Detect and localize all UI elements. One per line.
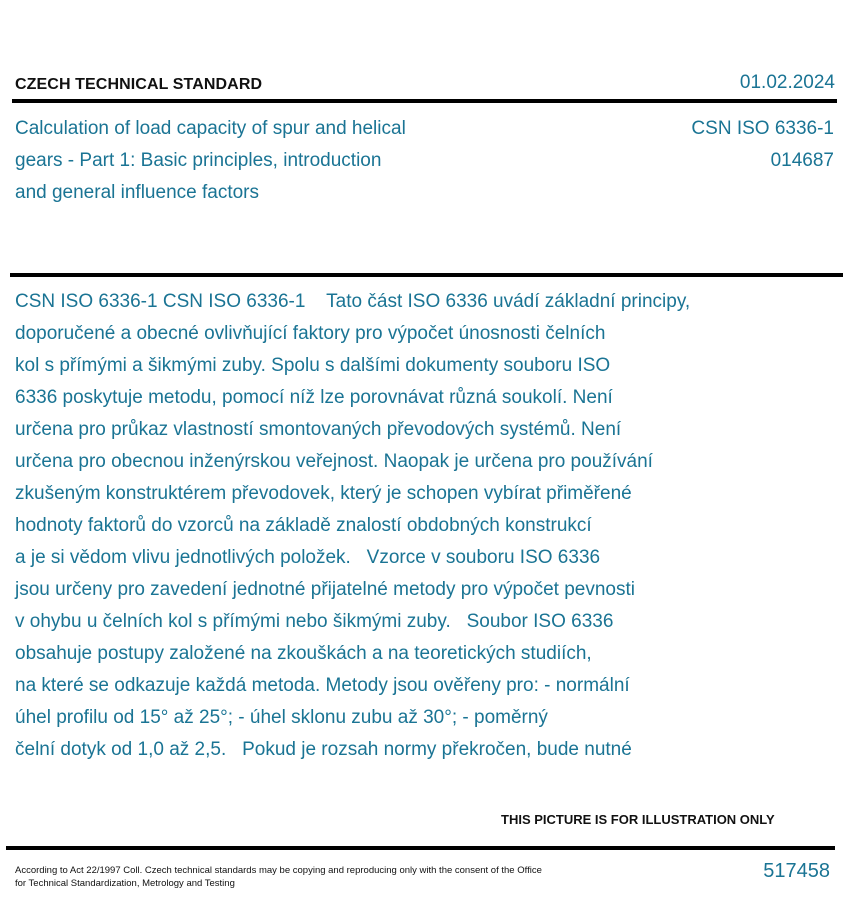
footer-divider [6,846,835,850]
catalog-number: 014687 [770,150,834,171]
standard-identifiers [691,113,834,177]
legal-notice [15,864,595,890]
abstract-line: hodnoty faktorů do vzorců na základě znalostí obdobných konstrukcí [15,515,592,536]
abstract-text [15,286,795,766]
abstract-line: CSN ISO 6336-1 CSN ISO 6336-1 Tato část ISO 6336 uvádí základní principy, [15,291,691,312]
illustration-notice: THIS PICTURE IS FOR ILLUSTRATION ONLY [501,812,775,827]
document-type-label: CZECH TECHNICAL STANDARD [15,76,263,93]
abstract-line: doporučené a obecné ovlivňující faktory pro výpočet únosnosti čelních [15,323,606,344]
document-id: 517458 [763,860,830,882]
abstract-line: čelní dotyk od 1,0 až 2,5. Pokud je rozsah normy překročen, bude nutné [15,739,632,760]
abstract-line: určena pro obecnou inženýrskou veřejnost. Naopak je určena pro používání [15,451,653,472]
header-divider [12,99,837,103]
publication-date: 01.02.2024 [739,72,835,93]
abstract-line: zkušeným konstruktérem převodovek, který je schopen vybírat přiměřené [15,483,632,504]
abstract-line: určena pro průkaz vlastností smontovaných převodových systémů. Není [15,419,622,440]
title-divider [10,273,843,277]
standard-title-line: Calculation of load capacity of spur and helical [15,118,406,139]
legal-notice-line: for Technical Standardization, Metrology and Testing [15,878,235,889]
abstract-line: obsahuje postupy založené na zkouškách a na teoretických studiích, [15,643,592,664]
standard-title-line: and general influence factors [15,182,259,203]
abstract-line: na které se odkazuje každá metoda. Metody jsou ověřeny pro: - normální [15,675,630,696]
standard-title-line: gears - Part 1: Basic principles, introduction [15,150,382,171]
abstract-line: jsou určeny pro zavedení jednotné přijatelné metody pro výpočet pevnosti [15,579,635,600]
abstract-line: kol s přímými a šikmými zuby. Spolu s dalšími dokumenty souboru ISO [15,355,611,376]
abstract-line: 6336 poskytuje metodu, pomocí níž lze porovnávat různá soukolí. Není [15,387,613,408]
abstract-line: v ohybu u čelních kol s přímými nebo šikmými zuby. Soubor ISO 6336 [15,611,614,632]
legal-notice-line: According to Act 22/1997 Coll. Czech technical standards may be copying and reproducing only with the consent of the Office [15,865,542,876]
abstract-line: úhel profilu od 15° až 25°; - úhel sklonu zubu až 30°; - poměrný [15,707,548,728]
standard-title [15,113,485,209]
standard-code: CSN ISO 6336-1 [691,118,834,139]
abstract-line: a je si vědom vlivu jednotlivých položek. Vzorce v souboru ISO 6336 [15,547,601,568]
